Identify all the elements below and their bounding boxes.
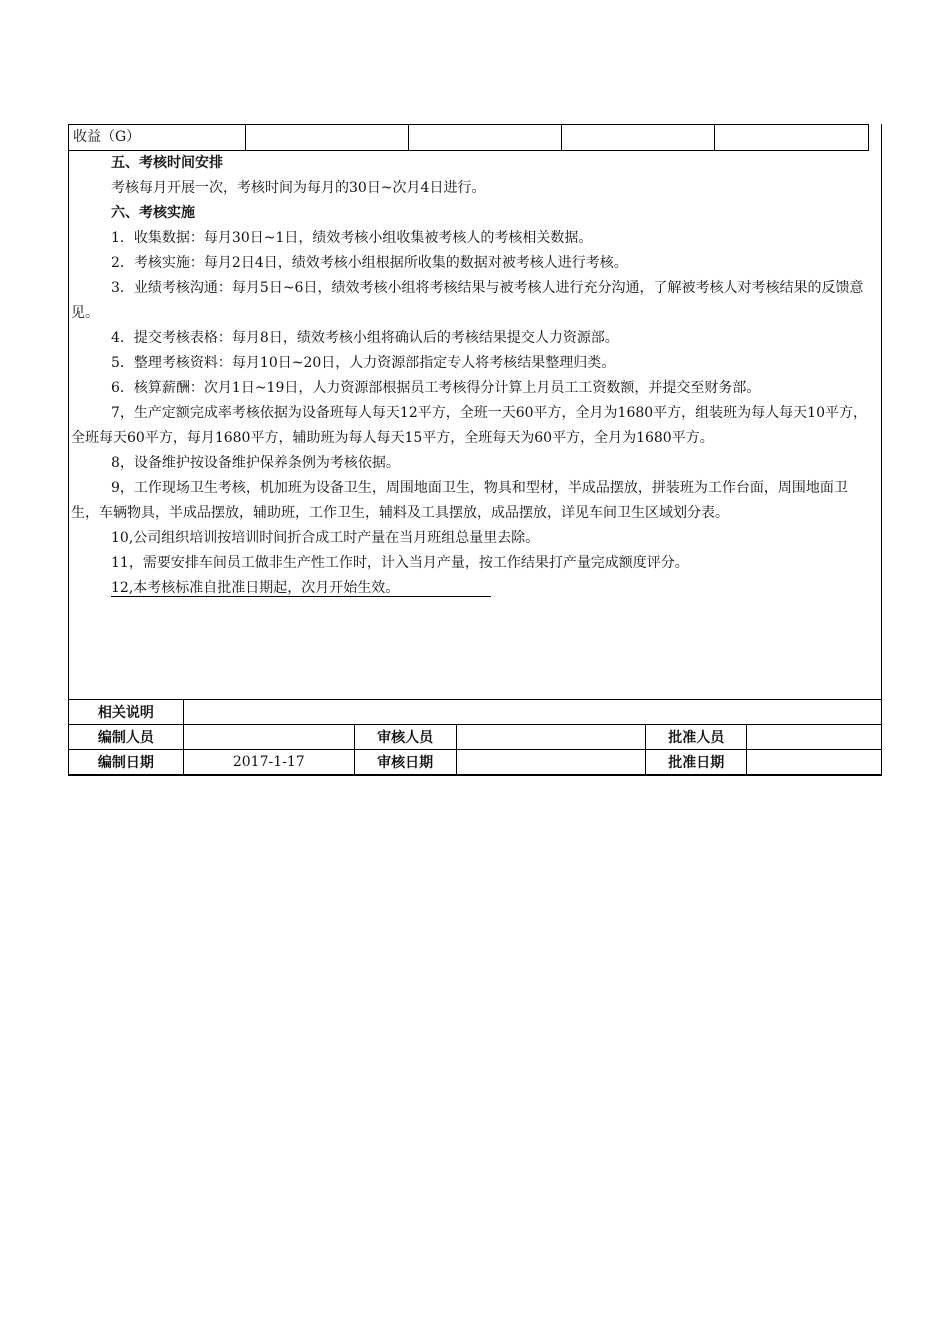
related-notes-value [183,700,881,725]
income-cell-2 [409,124,562,151]
prepared-by-label: 编制人员 [69,725,184,750]
approve-date-label: 批准日期 [646,750,747,775]
signature-table [68,699,882,775]
income-label-cell: 收益（G） [68,124,246,151]
approver-label: 批准人员 [646,725,747,750]
paragraph: 7，生产定额完成率考核依据为设备班每人每天12平方，全班一天60平方，全月为1680平方，组装班为每人每天10平方，全班每天60平方，每月1680平方，辅助班为每人每天15平方，全班每天为60平方，全月为1680平方。 [71,405,867,446]
paragraph: 3．业绩考核沟通：每月5日~6日，绩效考核小组将考核结果与被考核人进行充分沟通，了解被考核人对考核结果的反馈意见。 [71,280,864,321]
prepared-date-label: 编制日期 [69,750,184,775]
paragraph: 11，需要安排车间员工做非生产性工作时，计入当月产量，按工作结果打产量完成额度评分。 [111,555,689,571]
paragraph: 1．收集数据：每月30日~1日，绩效考核小组收集被考核人的考核相关数据。 [111,230,593,246]
income-cell-4 [715,124,869,151]
section-heading-implementation: 六、考核实施 [111,205,195,221]
income-cell-3 [562,124,715,151]
review-date-label: 审核日期 [354,750,456,775]
paragraph: 5．整理考核资料：每月10日~20日，人力资源部指定专人将考核结果整理归类。 [111,355,616,371]
paragraph: 6．核算薪酬：次月1日~19日，人力资源部根据员工考核得分计算上月员工工资数额，并提交至财务部。 [111,380,761,396]
paragraph: 9，工作现场卫生考核，机加班为设备卫生，周围地面卫生，物具和型材，半成品摆放，拼装班为工作台面，周围地面卫生，车辆物具，半成品摆放，辅助班，工作卫生，辅料及工具摆放，成品摆放，详见车间卫生区域划分表。 [71,480,848,521]
approve-date-value [747,750,882,775]
income-cell-1 [246,124,409,151]
paragraph: 2．考核实施：每月2日4日，绩效考核小组根据所收集的数据对被考核人进行考核。 [111,255,628,271]
reviewer-label: 审核人员 [354,725,456,750]
approver-value [747,725,882,750]
paragraph-effective [69,576,881,601]
paragraph: 10,公司组织培训按培训时间折合成工时产量在当月班组总量里去除。 [111,530,540,546]
paragraph: 考核每月开展一次，考核时间为每月的30日~次月4日进行。 [111,180,486,196]
prepared-date-value: 2017-1-17 [183,750,354,775]
reviewer-value [456,725,646,750]
effective-text: 12,本考核标准自批准日期起，次月开始生效。 [111,580,491,597]
content-body [69,151,881,698]
document-frame [68,124,882,776]
related-notes-label: 相关说明 [69,700,184,725]
paragraph: 4．提交考核表格：每月8日，绩效考核小组将确认后的考核结果提交人力资源部。 [111,330,619,346]
income-row [68,124,869,151]
paragraph: 8，设备维护按设备维护保养条例为考核依据。 [111,455,400,471]
section-heading-schedule: 五、考核时间安排 [111,155,223,171]
review-date-value [456,750,646,775]
prepared-by-value [183,725,354,750]
